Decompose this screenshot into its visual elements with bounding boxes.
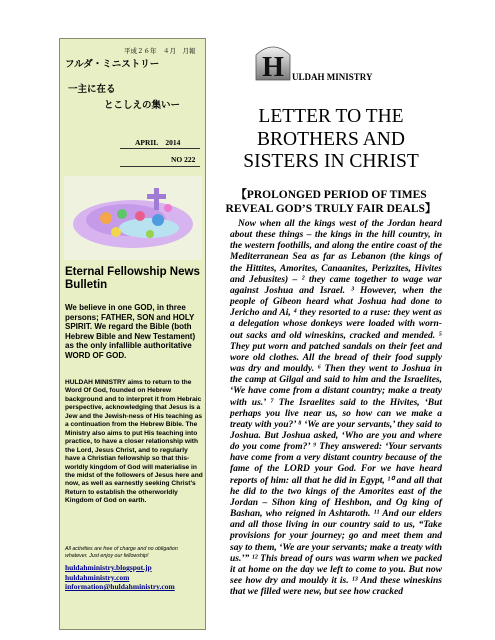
scripture-text: Now when all the kings west of the Jordan heard about these things – the kings in the hill country, in the western foothills, and along the entire coast of the Mediterranean Sea as far as Lebanon (the kings of the Hittites, Amorites, Canaanites, Perizzites, Hivites and Jebusites) – ² they came together to wage war against Joshua and Israel. ³ However, when the people of Gibeon heard what Joshua had done to Jericho and Ai, ⁴ they resorted to a ruse: they went as a delegation whose donkeys were loaded with worn-out sacks and old wineskins, cracked and mended. ⁵ They put worn and patched sandals on their feet and wore old clothes. All the bread of their food supply was dry and mouldy. ⁶ Then they went to Joshua in the camp at Gilgal and said to him and the Israelites, ‘We have come from a distant country; make a treaty with us.’ ⁷ The Israelites said to the Hivites, ‘But perhaps you live near us, so how can we make a treaty with you?’ ⁸ ‘We are your servants,’ they said to Joshua. But Joshua asked, ‘Who are you and where do you come from?’ ⁹ They answered: ‘Your servants have come from a very distant country because of the fame of the LORD your God. For we have heard reports of him: all that he did in Egypt, ¹⁰ and all that he did to the two kings of the Amorites east of the Jordan – Sihon king of Heshbon, and Og king of Bashan, who reigned in Ashtaroth. ¹¹ And our elders and all those living in our country said to us, “Take provisions for your journey; go and meet them and say to them, ‘We are your servants; make a treaty with us.’” ¹² This bread of ours was warm when we packed it at home on the day we left to come to you. But now see how dry and mouldy it is. ¹³ And these wineskins that we filled were new, but see how cracked (230, 219, 442, 598)
sidebar-japanese-subtitle-2: とこしえの集いー (104, 100, 181, 111)
ministry-aims: HULDAH MINISTRY aims to return to the Word Of God, founded on Hebrew background and to interpret it from Hebraic perspective, acknowledging that Jesus is a Jew and the Jewish-ness of His teaching as a continuation from the Hebrew Bible. The Ministry also aims to put His teaching into practice, to have a closer relationship with the Lord, Jesus Christ, and to regularly have a Christian fellowship so that this-worldly kingdom of God will materialise in the midst of the followers of Jesus here and now, as well as earnestly seeking Christ's Return to establish the otherworldly Kingdom of God on earth. (65, 379, 203, 505)
huldah-logo-icon (253, 43, 293, 81)
blog-link[interactable]: huldahministry.blogspot.jp (65, 563, 152, 572)
subtitle-line: REVEAL GOD’S TRULY FAIR DEALS】 (225, 203, 437, 215)
page-title (222, 106, 440, 174)
bulletin-title: Eternal Fellowship News Bulletin (65, 266, 200, 291)
divider-line (120, 166, 200, 167)
sidebar-date-header: 平成２６年 ４月 月報 (124, 47, 196, 55)
note-line: whatever. Just enjoy our fellowship! (65, 552, 149, 559)
sidebar-japanese-subtitle-1: 一主に在る (68, 84, 116, 95)
issue-date: APRIL 2014 (135, 138, 181, 147)
divider-line (120, 148, 200, 149)
website-link[interactable]: huldahministry.com (65, 572, 130, 582)
title-line: SISTERS IN CHRIST (243, 151, 419, 172)
sidebar-japanese-title: フルダ・ミニストリー (65, 59, 160, 70)
free-activities-note (65, 546, 205, 559)
article-subtitle (222, 188, 440, 216)
svg-text:H: H (262, 52, 284, 81)
note-line: All activities are free of charge and no obligation (65, 546, 178, 552)
title-line: BROTHERS AND (257, 128, 405, 150)
email-link[interactable]: information@huldahministry.com (65, 582, 175, 592)
contact-links (65, 563, 205, 592)
scripture-passage (230, 219, 442, 598)
issue-number: NO 222 (171, 155, 196, 164)
title-line: LETTER TO THE (258, 106, 404, 127)
fellowship-illustration (64, 176, 202, 260)
ministry-name: ULDAH MINISTRY (292, 72, 373, 82)
subtitle-line: 【PROLONGED PERIOD OF TIMES (235, 189, 427, 201)
statement-of-faith: We believe in one GOD, in three persons; FATHER, SON and HOLY SPIRIT. We regard the Bible (both Hebrew Bible and New Testament) as the only infallible authoritative WORD OF GOD. (65, 303, 196, 360)
